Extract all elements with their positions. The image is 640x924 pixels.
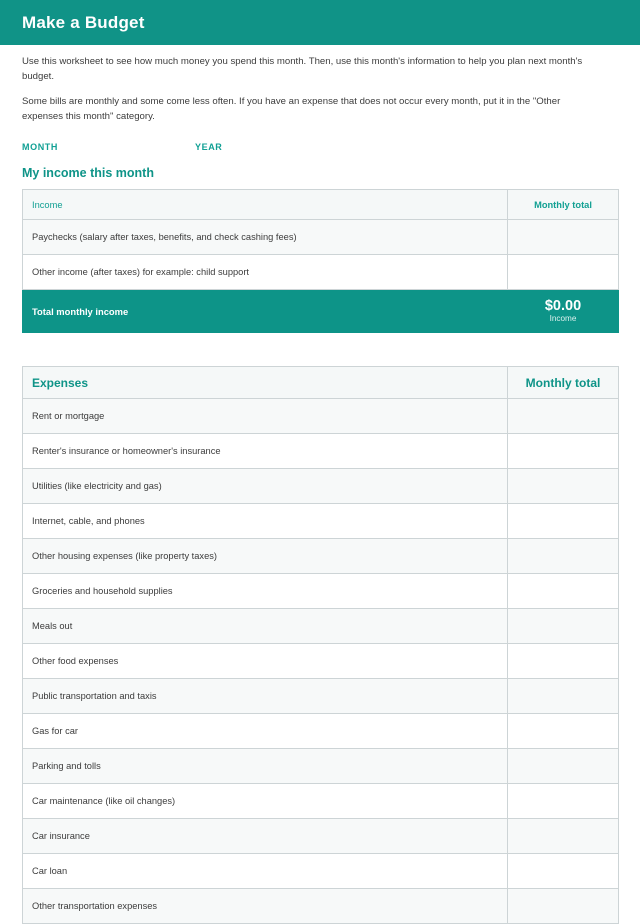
table-row [23, 784, 619, 819]
expenses-table-container [0, 366, 640, 924]
expense-row-amount-cell[interactable] [508, 399, 619, 434]
total-income-amount: $0.00 [544, 297, 582, 314]
expense-row-amount-cell[interactable] [508, 889, 619, 924]
expense-row-amount-cell[interactable] [508, 504, 619, 539]
table-row [23, 255, 619, 290]
expense-row-amount-cell[interactable] [508, 819, 619, 854]
expense-row-label: Gas for car [23, 714, 508, 749]
table-row [23, 469, 619, 504]
expenses-table [22, 366, 619, 924]
table-row [23, 679, 619, 714]
table-row [23, 434, 619, 469]
month-year-field-row [0, 134, 640, 158]
expense-row-label: Car loan [23, 854, 508, 889]
table-row [23, 714, 619, 749]
total-monthly-income-value [508, 290, 619, 333]
table-row [23, 609, 619, 644]
expense-row-label: Parking and tolls [23, 749, 508, 784]
intro-paragraph-1: Use this worksheet to see how much money you spend this month. Then, use this month's information to help you plan next month's budget. [22, 56, 583, 82]
income-row-label: Other income (after taxes) for example: child support [23, 255, 508, 290]
expense-row-label: Public transportation and taxis [23, 679, 508, 714]
year-field-label: YEAR [195, 142, 223, 153]
expenses-monthly-total-column-header: Monthly total [508, 367, 619, 399]
expenses-table-body [23, 399, 619, 924]
page-title: Make a Budget [22, 12, 145, 32]
income-table-header-row [23, 190, 619, 220]
income-row-amount-cell[interactable] [508, 220, 619, 255]
expense-row-label: Rent or mortgage [23, 399, 508, 434]
expense-row-label: Renter's insurance or homeowner's insurance [23, 434, 508, 469]
table-row [23, 889, 619, 924]
expense-row-label: Car insurance [23, 819, 508, 854]
expense-row-amount-cell[interactable] [508, 679, 619, 714]
expense-row-amount-cell[interactable] [508, 609, 619, 644]
income-table-container [0, 180, 640, 333]
expense-row-amount-cell[interactable] [508, 714, 619, 749]
table-row [23, 220, 619, 255]
expense-row-label: Other housing expenses (like property taxes) [23, 539, 508, 574]
expense-row-label: Other transportation expenses [23, 889, 508, 924]
page-header-bar [0, 0, 640, 45]
table-row [23, 399, 619, 434]
expense-row-amount-cell[interactable] [508, 434, 619, 469]
expense-row-amount-cell[interactable] [508, 574, 619, 609]
income-section-heading: My income this month [22, 166, 154, 181]
expense-row-amount-cell[interactable] [508, 644, 619, 679]
expense-row-label: Other food expenses [23, 644, 508, 679]
expense-row-amount-cell[interactable] [508, 854, 619, 889]
table-row [23, 504, 619, 539]
month-field-label: MONTH [22, 142, 58, 153]
expense-row-amount-cell[interactable] [508, 749, 619, 784]
table-row [23, 644, 619, 679]
expense-row-label: Meals out [23, 609, 508, 644]
income-table [22, 189, 619, 333]
expense-row-label: Utilities (like electricity and gas) [23, 469, 508, 504]
total-monthly-income-label: Total monthly income [23, 290, 508, 333]
table-row [23, 539, 619, 574]
income-column-header: Income [23, 190, 508, 220]
expenses-column-header: Expenses [23, 367, 508, 399]
expense-row-label: Internet, cable, and phones [23, 504, 508, 539]
expense-row-amount-cell[interactable] [508, 469, 619, 504]
income-monthly-total-column-header: Monthly total [508, 190, 619, 220]
intro-text-block [0, 45, 640, 124]
expense-row-label: Groceries and household supplies [23, 574, 508, 609]
expense-row-amount-cell[interactable] [508, 539, 619, 574]
intro-paragraph-2: Some bills are monthly and some come less often. If you have an expense that does not occur every month, put it in the "Other expenses this month" category. [22, 95, 561, 122]
table-row [23, 574, 619, 609]
section-spacer [0, 333, 640, 366]
table-row [23, 749, 619, 784]
expense-row-label: Car maintenance (like oil changes) [23, 784, 508, 819]
table-row [23, 819, 619, 854]
total-monthly-income-row [23, 290, 619, 333]
table-row [23, 854, 619, 889]
expenses-table-header-row [23, 367, 619, 399]
expense-row-amount-cell[interactable] [508, 784, 619, 819]
total-income-caption: Income [549, 314, 577, 324]
income-row-amount-cell[interactable] [508, 255, 619, 290]
income-row-label: Paychecks (salary after taxes, benefits, and check cashing fees) [23, 220, 508, 255]
